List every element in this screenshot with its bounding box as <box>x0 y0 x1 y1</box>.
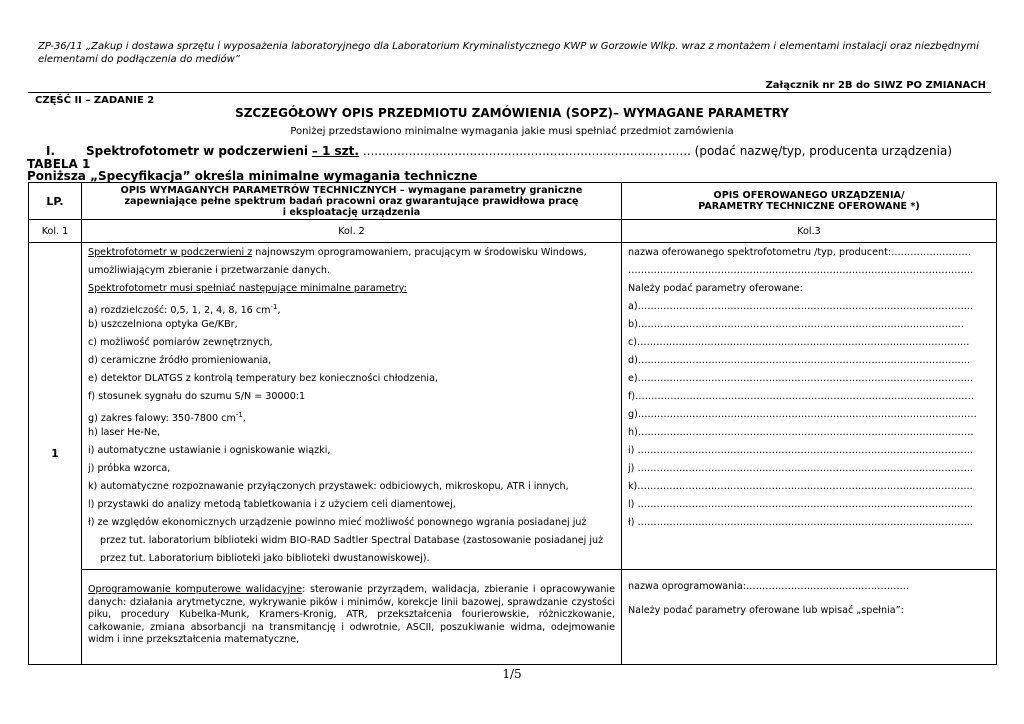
software-text: : sterowanie przyrządem, walidacja, zbieranie i opracowywanie danych: działania arytmetyczne, wykrywanie pików i minimów, korekcje linii bazowej, sprawdzanie czystości piku, procedury Kubelka-Munk, Kramers-Kronig, ATR, przekształcenia fourierowskie, różniczkowanie, całkowanie, zmiana absorbancji na transmitancję i odwrotnie, ASCII, poszukiwanie widma, odejmowanie widm i inne przekształcenia matematyczne, <box>88 584 615 645</box>
req-item: h) laser He-Ne, <box>88 427 161 438</box>
required-params-cell <box>82 243 622 570</box>
offered-params-cell <box>622 243 997 570</box>
header-offered-line: OPIS OFEROWANEGO URZĄDZENIA/ <box>713 190 905 201</box>
software-required-cell <box>82 570 622 665</box>
section-fill-hint: ...................................................................................... (podać nazwę/typ, producenta urządzenia) <box>362 144 953 158</box>
req-item: k) automatyczne rozpoznawanie przyłączonych przystawek: odbiciowych, mikroskopu, ATR i innych, <box>88 481 569 492</box>
column-number-row <box>29 220 997 243</box>
offer-field[interactable]: b)………………………………………………………………………………………… <box>628 319 965 330</box>
req-item: f) stosunek sygnału do szumu S/N = 30000:1 <box>88 391 306 402</box>
attachment-label: Załącznik nr 2B do SIWZ PO ZMIANACH <box>765 80 986 91</box>
req-item: c) możliwość pomiarów zewnętrznych, <box>88 337 273 348</box>
req-item: l) przystawki do analizy metodą tabletkowania i z użyciem celi diamentowej, <box>88 499 456 510</box>
offer-field[interactable]: d)………………………………………………………………………………………….. <box>628 355 971 366</box>
req-item: ł) ze względów ekonomicznych urządzenie powinno mieć możliwość ponownego wgrania posiadanej już <box>88 517 587 528</box>
table-row <box>29 570 997 665</box>
req-item: i) automatyczne ustawianie i ogniskowanie wiązki, <box>88 445 331 456</box>
header-required-line: OPIS WYMAGANYCH PARAMETRÓW TECHNICZNYCH – wymagane parametry graniczne <box>120 184 583 196</box>
req-item: e) detektor DLATGS z kontrolą temperatury bez konieczności chłodzenia, <box>88 373 438 384</box>
req-item: b) uszczelniona optyka Ge/KBr, <box>88 319 238 330</box>
offer-params-label: Należy podać parametry oferowane: <box>628 283 803 294</box>
offer-field[interactable]: i) …………………………………………………………………………………………… <box>628 445 974 456</box>
spec-table <box>28 182 997 665</box>
offer-field[interactable]: g)……………………………………………………………………………………………. <box>628 409 977 420</box>
software-label: Oprogramowanie komputerowe walidacyjne <box>88 584 303 595</box>
document-reference: ZP-36/11 „Zakup i dostawa sprzętu i wyposażenia laboratoryjnego dla Laboratorium Kryminalistycznego KWP w Gorzowie Wlkp. wraz z montażem i elementami instalacji oraz niezbędnymi elementami do podłączenia do mediów” <box>38 41 979 65</box>
offer-field[interactable]: l) …………………………………………………………………………………………… <box>628 499 974 510</box>
table-row <box>29 243 997 570</box>
column-number: Kol.3 <box>622 220 997 243</box>
req-item: j) próbka wzorca, <box>88 463 171 474</box>
header-lp: LP. <box>29 183 82 220</box>
column-number: Kol. 1 <box>29 220 82 243</box>
offer-field[interactable]: j) …………………………………………………………………………………………… <box>628 463 974 474</box>
header-required-line: i eksploatację urządzenia <box>282 206 421 218</box>
offer-field[interactable]: e)…………………………………………………………………………………………... <box>628 373 973 384</box>
software-name-field[interactable]: nazwa oprogramowania:…………………………………………… <box>628 581 910 592</box>
intro-text: Poniżej przedstawiono minimalne wymagania jakie musi spełniać przedmiot zamówienia <box>290 126 734 137</box>
software-params-label: Należy podać parametry oferowane lub wpisać „spełnia”: <box>628 605 904 616</box>
section-heading <box>46 144 952 158</box>
offer-field[interactable]: ……………………………………………………………………………………………… <box>628 265 974 276</box>
page-number: 1/5 <box>502 667 522 681</box>
req-item: a) rozdzielczość: 0,5, 1, 2, 4, 8, 16 $cm^{-1}$, <box>88 303 281 317</box>
section-quantity: – 1 szt. <box>311 144 359 158</box>
req-item: przez tut. Laboratorium biblioteki jako biblioteki dwustanowiskowej). <box>100 553 430 564</box>
header-offered <box>622 183 997 220</box>
section-title: Spektrofotometr w podczerwieni <box>86 144 309 158</box>
offer-field[interactable]: ł) …………………………………………………………………………………………... <box>628 517 973 528</box>
column-number: Kol. 2 <box>82 220 622 243</box>
header-required-line: zapewniające pełne spektrum badań pracowni oraz gwarantujące prawidłowa pracę <box>124 195 579 207</box>
offer-field[interactable]: f)……………………………………………………………………………………………. <box>628 391 974 402</box>
part-label: CZĘŚĆ II – ZADANIE 2 <box>35 95 155 106</box>
offer-field[interactable]: a)…………………………………………………………………………………………... <box>628 301 973 312</box>
header-offered-line: PARAMETRY TECHNICZNE OFEROWANE *) <box>698 201 920 212</box>
section-number: I. <box>46 144 56 158</box>
header-divider <box>28 92 991 93</box>
spec-note: Poniższa „Specyfikacja” określa minimalne wymagania techniczne <box>27 169 478 183</box>
main-title: SZCZEGÓŁOWY OPIS PRZEDMIOTU ZAMÓWIENIA (SOPZ)– WYMAGANE PARAMETRY <box>235 106 789 120</box>
req-item: umożliwiającym zbieranie i przetwarzanie danych. <box>88 265 331 276</box>
offer-name-field[interactable]: nazwa oferowanego spektrofotometru /typ, producent:……………………. <box>628 247 971 258</box>
table-header-row <box>29 183 997 220</box>
table-label: TABELA 1 <box>27 157 91 171</box>
row-lp: 1 <box>29 243 82 665</box>
req-item: d) ceramiczne źródło promieniowania, <box>88 355 272 366</box>
offer-field[interactable]: c)………………………………………………………………………………………….. <box>628 337 970 348</box>
offer-field[interactable]: k)…………………………………………………………………………………………... <box>628 481 973 492</box>
header-required <box>82 183 622 220</box>
req-item: g) zakres falowy: 350-7800 $cm^{-1}$, <box>88 411 246 425</box>
req-item: Spektrofotometr w podczerwieni z najnowszym oprogramowaniem, pracującym w środowisku Windows, <box>88 247 587 258</box>
software-offered-cell <box>622 570 997 665</box>
offer-field[interactable]: h)…………………………………………………………………………………………… <box>628 427 974 438</box>
req-item: Spektrofotometr musi spełniać następujące minimalne parametry: <box>88 283 407 294</box>
req-item: przez tut. laboratorium biblioteki widm BIO-RAD Sadtler Spectral Database (zastosowanie posiadanej już <box>100 535 604 546</box>
